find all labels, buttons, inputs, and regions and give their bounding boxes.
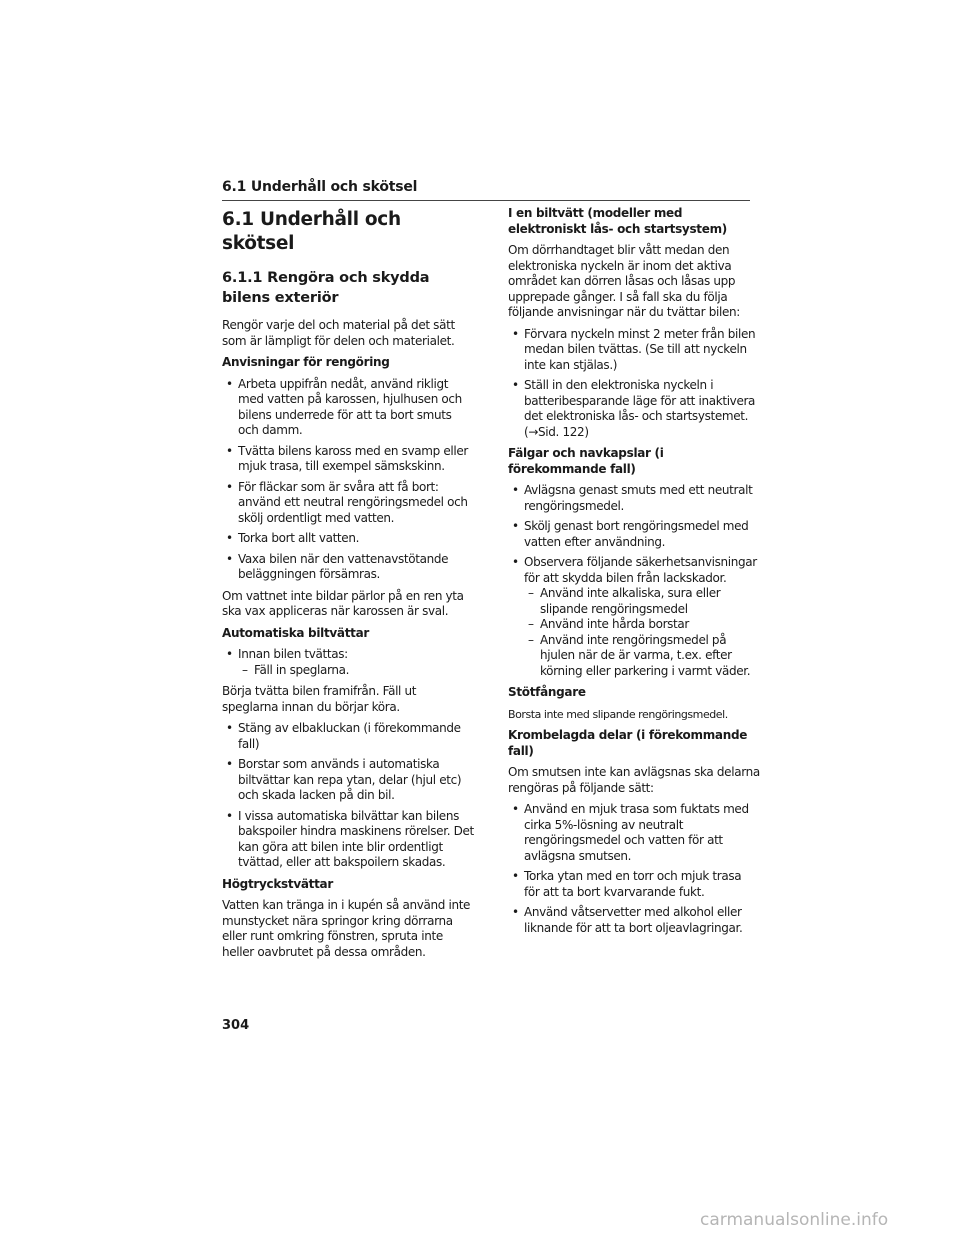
left-column (222, 206, 474, 966)
list-item-text: Observera följande säkerhetsanvisningar för att skydda bilen från lackskador. (524, 555, 757, 585)
chapter-title: 6.1 Underhåll och skötsel (222, 209, 401, 254)
biltvatt-list (508, 327, 760, 441)
anvisningar-heading: Anvisningar för rengöring (222, 355, 390, 369)
list-item: • I vissa automatiska bilvättar kan bilens bakspoiler hindra maskinens rörelser. Det kan göra att bilen inte blir ordentligt tvättad, eller att bakspoilern skadas. (222, 809, 474, 871)
stotfangare-heading: Stötfångare (508, 685, 586, 699)
list-item: • Stäng av elbakluckan (i förekommande fall) (222, 721, 474, 752)
intro-paragraph: Rengör varje del och material på det sätt som är lämpligt för delen och materialet. (222, 318, 455, 348)
list-item-text: Innan bilen tvättas: (238, 647, 348, 661)
sub-list-item: – Använd inte hårda borstar (528, 617, 760, 633)
watermark: carmanualsonline.info (700, 1210, 889, 1230)
list-item: • Torka ytan med en torr och mjuk trasa för att ta bort kvarvarande fukt. (508, 869, 760, 900)
list-item: • Arbeta uppifrån nedåt, använd rikligt med vatten på karossen, hjulhusen och bilens underrede för att ta bort smuts och damm. (222, 377, 474, 439)
sub-list (524, 586, 760, 679)
section-title: 6.1.1 Rengöra och skydda bilens exteriör (222, 270, 430, 306)
list-item: • Torka bort allt vatten. (222, 531, 474, 547)
vax-paragraph: Om vattnet inte bildar pärlor på en ren yta ska vax appliceras när karossen är sval. (222, 588, 464, 618)
list-item: • Vaxa bilen när den vattenavstötande beläggningen försämras. (222, 552, 474, 583)
auto-heading: Automatiska biltvättar (222, 625, 370, 640)
list-item: • Använd en mjuk trasa som fuktats med cirka 5%-lösning av neutralt rengöringsmedel och vatten för att avlägsna smutsen. (508, 802, 760, 864)
anvisningar-list (222, 377, 474, 583)
krom-list (508, 802, 760, 936)
list-item: • Använd våtservetter med alkohol eller liknande för att ta bort oljeavlagringar. (508, 905, 760, 936)
list-item: • Avlägsna genast smuts med ett neutralt rengöringsmedel. (508, 483, 760, 514)
krom-paragraph: Om smutsen inte kan avlägsnas ska delarna rengöras på följande sätt: (508, 765, 760, 795)
list-item (222, 647, 474, 678)
list-item: • Ställ in den elektroniska nyckeln i batteribesparande läge för att inaktivera det elektroniska lås- och startsystemet. (→Sid. 122) (508, 378, 760, 440)
hogtryck-paragraph: Vatten kan tränga in i kupén så använd inte munstycket nära springor kring dörrarna eller runt omkring fönstren, spruta inte heller oavbrutet på dessa områden. (222, 898, 471, 959)
running-header (222, 178, 750, 201)
biltvatt-heading: I en biltvätt (modeller med elektroniskt lås- och startsystem) (508, 206, 727, 236)
right-column (508, 206, 760, 942)
list-item: • Tvätta bilens kaross med en svamp eller mjuk trasa, till exempel sämskskinn. (222, 444, 474, 475)
list-item: • Borstar som används i automatiska biltvättar kan repa ytan, delar (hjul etc) och skada lacken på din bil. (222, 757, 474, 804)
auto-prep-list (222, 647, 474, 678)
page-number: 304 (222, 1018, 250, 1033)
krom-heading: Krombelagda delar (i förekommande fall) (508, 728, 748, 758)
sub-list (238, 663, 474, 679)
sub-list-item: – Använd inte alkaliska, sura eller slipande rengöringsmedel (528, 586, 760, 617)
list-item (508, 555, 760, 679)
list-item: • Skölj genast bort rengöringsmedel med vatten efter användning. (508, 519, 760, 550)
sub-list-item: – Använd inte rengöringsmedel på hjulen när de är varma, t.ex. efter körning eller parkering i varmt väder. (528, 633, 760, 680)
list-item: • För fläckar som är svåra att få bort: använd ett neutral rengöringsmedel och skölj ordentligt med vatten. (222, 480, 474, 527)
running-header-title: 6.1 Underhåll och skötsel (222, 179, 418, 195)
hogtryck-heading: Högtryckstvättar (222, 876, 333, 891)
sub-list-item: – Fäll in speglarna. (242, 663, 474, 679)
stotfangare-paragraph: Borsta inte med slipande rengöringsmedel. (508, 707, 728, 721)
auto-paragraph: Börja tvätta bilen framifrån. Fäll ut speglarna innan du börjar köra. (222, 684, 417, 714)
list-item: • Förvara nyckeln minst 2 meter från bilen medan bilen tvättas. (Se till att nyckeln inte kan stjälas.) (508, 327, 760, 374)
falgar-heading: Fälgar och navkapslar (i förekommande fall) (508, 446, 664, 476)
auto-list (222, 721, 474, 871)
biltvatt-paragraph: Om dörrhandtaget blir vått medan den elektroniska nyckeln är inom det aktiva området kan dörren låsas och låsas upp upprepade gånger. I så fall ska du följa följande anvisningar när du tvättar bilen: (508, 243, 740, 319)
falgar-list (508, 483, 760, 679)
